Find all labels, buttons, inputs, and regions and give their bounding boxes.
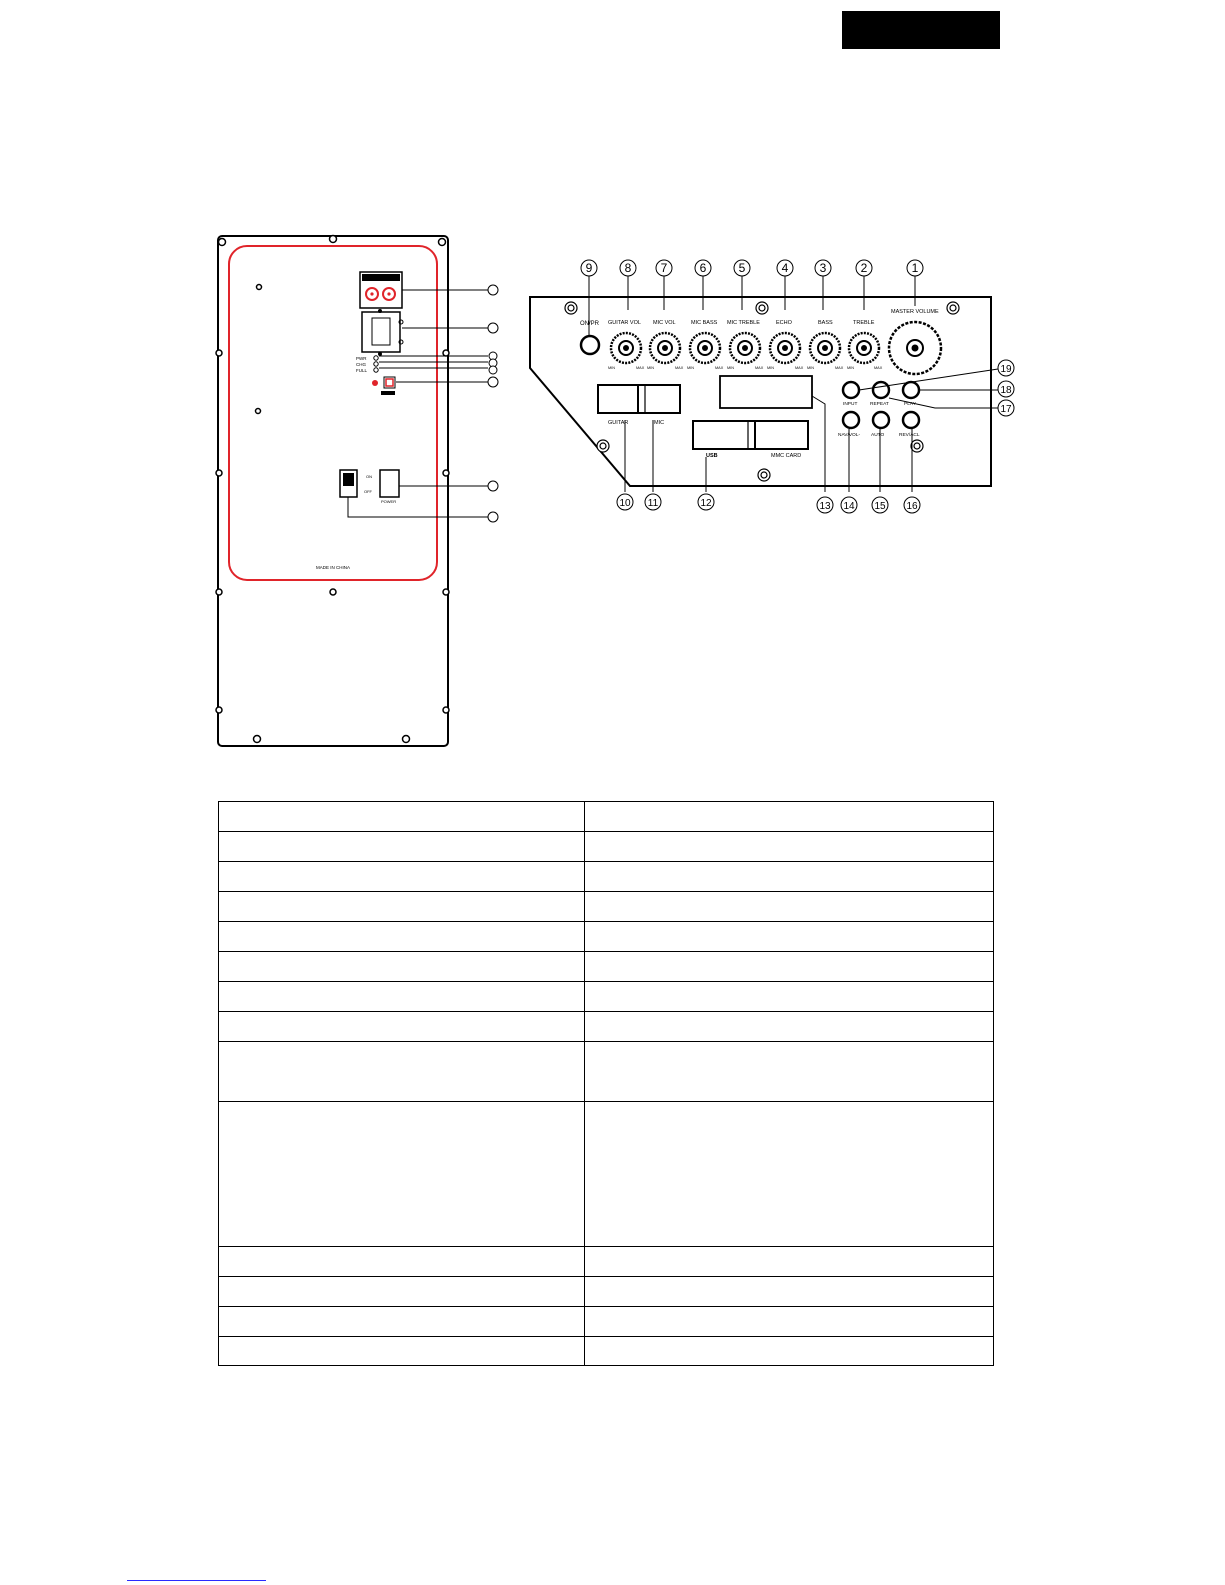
svg-text:2: 2 <box>860 261 868 275</box>
table-cell <box>585 1042 994 1102</box>
callout-4 <box>777 260 793 276</box>
table-row <box>219 1102 994 1247</box>
table-cell <box>585 1102 994 1247</box>
usb-card-slot[interactable] <box>693 421 808 449</box>
knob-mic-vol[interactable] <box>650 333 680 363</box>
rev-button[interactable] <box>903 412 919 428</box>
jack-label-guitar: GUITAR <box>608 420 629 426</box>
svg-text:19: 19 <box>1000 364 1012 375</box>
table-cell <box>585 952 994 982</box>
callout-6 <box>695 260 711 276</box>
lcd-display <box>720 376 812 408</box>
callout-17 <box>998 400 1014 416</box>
power-label: POWER <box>381 499 397 504</box>
button-label-rev: REV/ACL <box>899 433 920 438</box>
card-label: MMC CARD <box>771 453 802 459</box>
max-label: MAX <box>675 366 684 370</box>
callout-2 <box>856 260 872 276</box>
table-cell <box>219 802 585 832</box>
knob-label-treble: TREBLE <box>853 320 875 326</box>
input-button[interactable] <box>843 382 859 398</box>
max-label: MAX <box>636 366 645 370</box>
svg-text:1: 1 <box>911 261 919 275</box>
table-row <box>219 982 994 1012</box>
callout-12 <box>698 494 714 510</box>
svg-text:14: 14 <box>843 501 855 512</box>
min-label: MIN <box>767 366 774 370</box>
auto-button[interactable] <box>873 412 889 428</box>
description-table <box>218 801 994 1366</box>
switch-on-label: ON <box>366 474 372 479</box>
min-label: MIN <box>687 366 694 370</box>
button-label-nav: NAV/VOL- <box>838 433 861 438</box>
table-row <box>219 922 994 952</box>
min-label: MIN <box>807 366 814 370</box>
svg-text:5: 5 <box>738 261 746 275</box>
svg-text:7: 7 <box>660 261 668 275</box>
svg-text:16: 16 <box>906 501 918 512</box>
callout-10 <box>617 494 633 510</box>
repeat-button[interactable] <box>873 382 889 398</box>
knob-treble[interactable] <box>849 333 879 363</box>
knob-master-volume[interactable] <box>889 322 941 374</box>
knob-label-mic-vol: MIC VOL <box>653 320 676 326</box>
knob-mic-bass[interactable] <box>690 333 720 363</box>
svg-text:15: 15 <box>874 501 886 512</box>
max-label: MAX <box>715 366 724 370</box>
callout-5 <box>734 260 750 276</box>
table-row <box>219 1042 994 1102</box>
max-label: MAX <box>874 366 883 370</box>
table-cell <box>219 952 585 982</box>
table-cell <box>585 1307 994 1337</box>
table-row <box>219 892 994 922</box>
callout-3 <box>815 260 831 276</box>
svg-text:10: 10 <box>619 498 631 509</box>
max-label: MAX <box>755 366 764 370</box>
table-row <box>219 1277 994 1307</box>
table-row <box>219 1337 994 1366</box>
callout-15 <box>872 497 888 513</box>
svg-text:9: 9 <box>585 261 593 275</box>
table-cell <box>219 1307 585 1337</box>
table-cell <box>219 1042 585 1102</box>
svg-text:18: 18 <box>1000 385 1012 396</box>
svg-text:8: 8 <box>624 261 632 275</box>
svg-text:17: 17 <box>1000 404 1012 415</box>
switch-off-label: OFF <box>364 489 372 494</box>
nav-vol-button[interactable] <box>843 412 859 428</box>
led-label-full: FULL <box>356 368 368 373</box>
table-cell <box>585 862 994 892</box>
table-cell <box>585 832 994 862</box>
knob-bass[interactable] <box>810 333 840 363</box>
svg-text:13: 13 <box>819 501 831 512</box>
callout-19 <box>998 360 1014 376</box>
table-cell <box>219 1012 585 1042</box>
screws <box>216 236 449 743</box>
svg-text:3: 3 <box>819 261 827 275</box>
callout-9 <box>581 260 597 276</box>
made-in-label: MADE IN CHINA <box>316 565 351 570</box>
callout-13 <box>817 497 833 513</box>
svg-text:12: 12 <box>700 498 712 509</box>
table-row <box>219 862 994 892</box>
table-cell <box>585 982 994 1012</box>
min-label: MIN <box>608 366 615 370</box>
led-label-chg: CHG <box>356 362 366 367</box>
table-row <box>219 1012 994 1042</box>
table-cell <box>219 1247 585 1277</box>
footer-link-underline[interactable] <box>127 1580 266 1581</box>
svg-text:11: 11 <box>647 498 659 509</box>
table-cell <box>219 1277 585 1307</box>
button-label-auto: AUTO <box>871 433 885 438</box>
callout-16 <box>904 497 920 513</box>
table-cell <box>585 1337 994 1366</box>
usb-label: USB <box>706 453 718 459</box>
knob-label-mic-treble: MIC TREBLE <box>727 320 760 326</box>
knob-mic-treble[interactable] <box>730 333 760 363</box>
callout-18 <box>998 381 1014 397</box>
knob-label-bass: BASS <box>818 320 833 326</box>
svg-text:4: 4 <box>781 261 789 275</box>
led-label-pwr: PWR <box>356 356 367 361</box>
knob-label-mic-bass: MIC BASS <box>691 320 718 326</box>
table-cell <box>219 832 585 862</box>
knob-label-echo: ECHO <box>776 320 792 326</box>
power-button[interactable] <box>581 336 599 354</box>
min-label: MIN <box>647 366 654 370</box>
knob-echo[interactable] <box>770 333 800 363</box>
table-row <box>219 1307 994 1337</box>
button-label-play: PLAY <box>904 402 916 407</box>
table-cell <box>219 892 585 922</box>
table-row <box>219 1247 994 1277</box>
jack-label-mic: MIC <box>654 420 665 426</box>
control-panel <box>530 276 998 492</box>
table-row <box>219 802 994 832</box>
table-cell <box>585 1012 994 1042</box>
table-cell <box>219 1337 585 1366</box>
table-cell <box>219 1102 585 1247</box>
table-cell <box>219 862 585 892</box>
table-row <box>219 952 994 982</box>
callout-11 <box>645 494 661 510</box>
button-label-repeat: REPEAT <box>870 402 889 407</box>
table-cell <box>585 892 994 922</box>
callout-8 <box>620 260 636 276</box>
svg-text:6: 6 <box>699 261 707 275</box>
min-label: MIN <box>727 366 734 370</box>
max-label: MAX <box>835 366 844 370</box>
knob-guitar-vol[interactable] <box>611 333 641 363</box>
table-cell <box>585 1247 994 1277</box>
callout-1 <box>907 260 923 276</box>
table-cell <box>219 922 585 952</box>
knob-label-onpr: ON/PR <box>580 321 600 327</box>
callout-14 <box>841 497 857 513</box>
speaker-panel-diagram <box>0 0 1225 790</box>
table-row <box>219 832 994 862</box>
button-label-input: INPUT <box>843 402 858 407</box>
table-cell <box>585 1277 994 1307</box>
table-cell <box>219 982 585 1012</box>
table-cell <box>585 922 994 952</box>
back-panel <box>216 236 498 747</box>
min-label: MIN <box>847 366 854 370</box>
play-button[interactable] <box>903 382 919 398</box>
callout-7 <box>656 260 672 276</box>
knob-label-master-volume: MASTER VOLUME <box>891 309 939 315</box>
table-cell <box>585 802 994 832</box>
knob-label-guitar-vol: GUITAR VOL <box>608 320 641 326</box>
max-label: MAX <box>795 366 804 370</box>
